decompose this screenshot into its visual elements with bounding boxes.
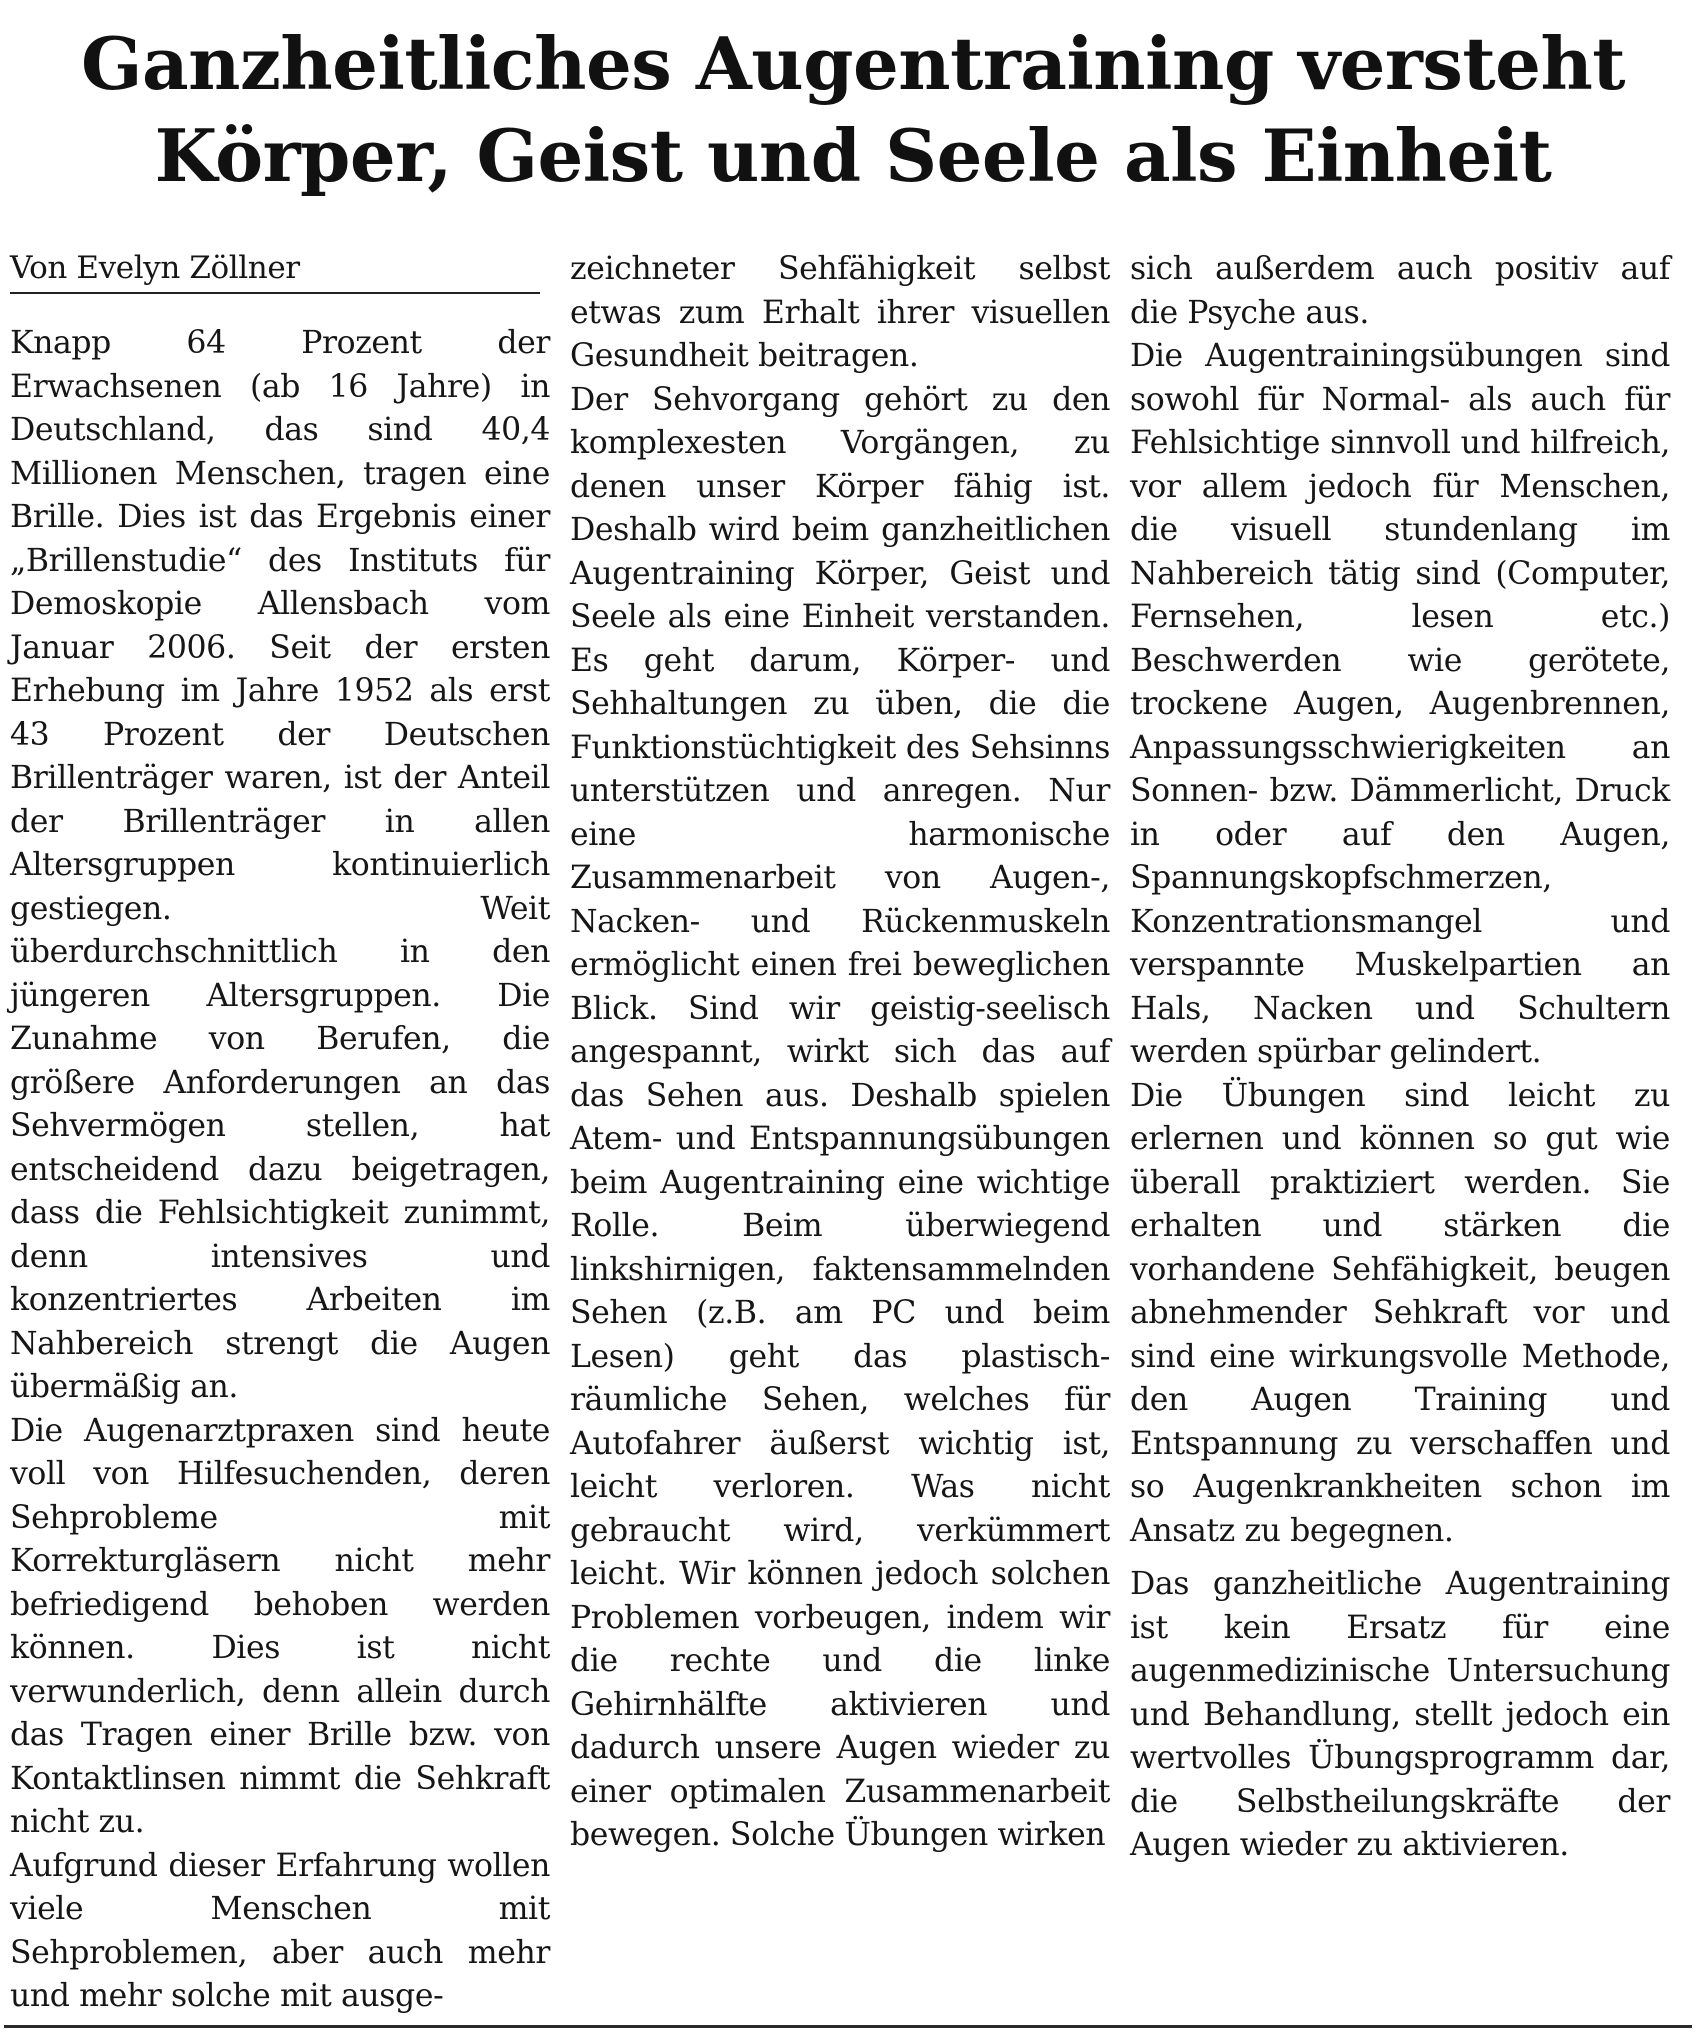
headline-line-1: Ganzheitliches Augentraining versteht: [80, 21, 1626, 106]
author-byline: Von Evelyn Zöllner: [10, 248, 540, 294]
paragraph: Knapp 64 Prozent der Erwachsenen (ab 16 Jahre) in Deutschland, das sind 40,4 Millionen Menschen, tragen eine Brille. Dies ist das Ergebnis einer „Brillenstudie“ des Instituts für Demoskopie Allensbach vom Januar 2006. Seit der ersten Erhebung im Jahre 1952 als erst 43 Prozent der Deutschen Brillenträger waren, ist der Anteil der Brillenträger in allen Altersgruppen kontinuierlich gestiegen. Weit überdurchschnittlich in den jüngeren Altersgruppen. Die Zunahme von Berufen, die größere Anforderungen an das Sehvermögen stellen, hat entscheidend dazu beigetragen, dass die Fehlsichtigkeit zunimmt, denn intensives und konzentriertes Arbeiten im Nahbereich strengt die Augen übermäßig an.: [10, 325, 550, 1405]
column-2: [570, 248, 1110, 1858]
paragraph: zeichneter Sehfähigkeit selbst etwas zum Erhalt ihrer visuellen Gesundheit beitragen.: [570, 251, 1110, 374]
article-headline: [10, 18, 1696, 202]
paragraph: Der Sehvorgang gehört zu den komplexesten Vorgängen, zu denen unser Körper fähig ist. Deshalb wird beim ganzheitlichen Augentraining Körper, Geist und Seele als eine Einheit verstanden. Es geht darum, Körper- und Sehhaltungen zu üben, die die Funktionstüchtigkeit des Sehsinns unterstützen und anregen. Nur eine harmonische Zusammenarbeit von Augen-, Nacken- und Rückenmuskeln ermöglicht einen frei beweglichen Blick. Sind wir geistig-seelisch angespannt, wirkt sich das auf das Sehen aus. Deshalb spielen Atem- und Entspannungsübungen beim Augentraining eine wichtige Rolle. Beim überwiegend linkshirnigen, faktensammelnden Sehen (z.B. am PC und beim Lesen) geht das plastisch-räumliche Sehen, welches für Autofahrer äußerst wichtig ist, leicht verloren. Was nicht gebraucht wird, verkümmert leicht. Wir können jedoch solchen Problemen vorbeugen, indem wir die rechte und die linke Gehirnhälfte aktivieren und dadurch unsere Augen wieder zu einer optimalen Zusammenarbeit bewegen. Solche Übungen wirken: [570, 381, 1110, 1853]
column-3: [1130, 248, 1670, 1868]
paragraph: Aufgrund dieser Erfahrung wollen viele Menschen mit Sehproblemen, aber auch mehr und mehr solche mit ausge-: [10, 1847, 550, 2014]
headline-line-2: Körper, Geist und Seele als Einheit: [154, 113, 1552, 198]
paragraph: Die Übungen sind leicht zu erlernen und können so gut wie überall praktiziert werden. Sie erhalten und stärken die vorhandene Sehfähigkeit, beugen abnehmender Sehkraft vor und sind eine wirkungsvolle Methode, den Augen Training und Entspannung zu verschaffen und so Augenkrankheiten schon im Ansatz zu begegnen.: [1130, 1077, 1670, 1549]
paragraph: sich außerdem auch positiv auf die Psyche aus.: [1130, 251, 1670, 331]
paragraph: Das ganzheitliche Augentraining ist kein Ersatz für eine augenmedizinische Untersuchung und Behandlung, stellt jedoch ein wertvolles Übungsprogramm dar, die Selbstheilungskräfte der Augen wieder zu aktivieren.: [1130, 1566, 1670, 1863]
article-columns: [10, 248, 1696, 2019]
paragraph: Die Augenarztpraxen sind heute voll von Hilfesuchenden, deren Sehprobleme mit Korrekturgläsern nicht mehr befriedigend behoben werden können. Dies ist nicht verwunderlich, denn allein durch das Tragen einer Brille bzw. von Kontaktlinsen nimmt die Sehkraft nicht zu.: [10, 1412, 550, 1840]
paragraph: Die Augentrainingsübungen sind sowohl für Normal- als auch für Fehlsichtige sinnvoll und hilfreich, vor allem jedoch für Menschen, die visuell stundenlang im Nahbereich tätig sind (Computer, Fernsehen, lesen etc.) Beschwerden wie gerötete, trockene Augen, Augenbrennen, Anpassungsschwierigkeiten an Sonnen- bzw. Dämmerlicht, Druck in oder auf den Augen, Spannungskopfschmerzen, Konzentrationsmangel und verspannte Muskelpartien an Hals, Nacken und Schultern werden spürbar gelindert.: [1130, 338, 1670, 1070]
bottom-rule: [4, 2025, 1692, 2028]
column-1: [10, 248, 550, 2019]
